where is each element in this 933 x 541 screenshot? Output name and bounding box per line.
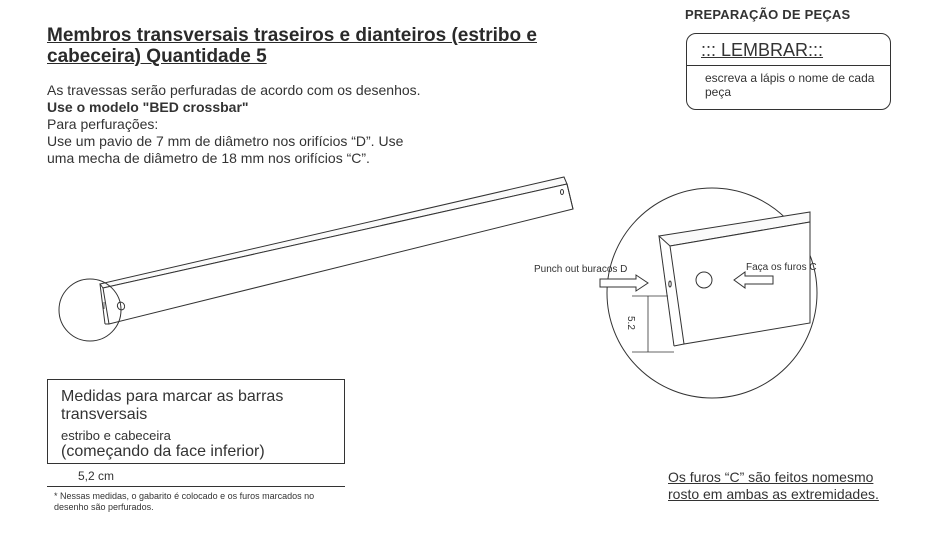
reminder-title: ::: LEMBRAR:::	[701, 40, 824, 60]
reminder-note: escreva a lápis o nome de cada peça	[705, 71, 875, 99]
measure-divider-bottom	[47, 486, 345, 487]
measure-divider	[47, 463, 345, 464]
instruction-line-4: Use um pavio de 7 mm de diâmetro nos orifícios “D”. Use	[47, 133, 404, 149]
instruction-line-5: uma mecha de diâmetro de 18 mm nos orifícios “C”.	[47, 150, 370, 166]
dimension-label: 5.2	[625, 316, 636, 330]
punch-label: Punch out buracos D	[534, 264, 628, 275]
instruction-line-2: Use o modelo "BED crossbar"	[47, 99, 249, 115]
bottom-note: Os furos “C” são feitos nomesmo rosto em ambas as extremidades.	[668, 469, 879, 502]
measure-value: 5,2 cm	[78, 469, 115, 483]
measure-subtitle-2: (começando da face inferior)	[61, 443, 265, 460]
section-label: PREPARAÇÃO DE PEÇAS	[685, 7, 851, 22]
instruction-line-3: Para perfurações:	[47, 116, 159, 132]
instruction-line-1: As travessas serão perfuradas de acordo com os desenhos.	[47, 82, 421, 98]
measure-title: Medidas para marcar as barras transversais	[61, 388, 284, 423]
zoom-detail	[600, 188, 817, 398]
holes-label: Faça os furos C	[746, 262, 817, 273]
page-title: Membros transversais traseiros e dianteiros (estribo e cabeceira) Quantidade 5	[47, 25, 537, 67]
crossbar-drawing	[59, 177, 573, 341]
measure-subtitle: estribo e cabeceira	[61, 428, 171, 443]
footnote: * Nessas medidas, o gabarito é colocado e os furos marcados no desenho são perfurados.	[54, 491, 315, 512]
